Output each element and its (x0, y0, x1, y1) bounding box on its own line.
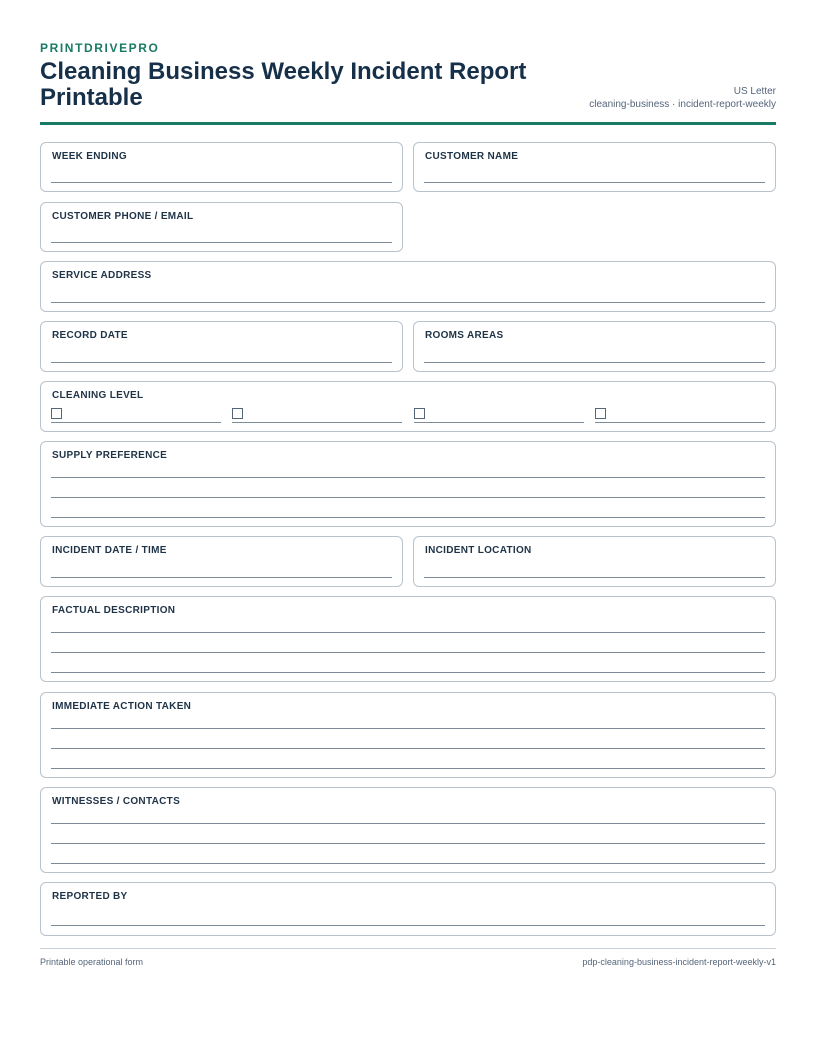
witnesses-line[interactable] (51, 843, 765, 844)
cleaning-level-field (40, 381, 776, 432)
witnesses-line[interactable] (51, 863, 765, 864)
checkbox-icon[interactable] (595, 408, 606, 419)
page-title: Cleaning Business Weekly Incident Report Printable (40, 58, 527, 111)
record-date-line[interactable] (51, 362, 392, 363)
rooms-areas-label: ROOMS AREAS (425, 330, 504, 341)
immediate-action-line[interactable] (51, 728, 765, 729)
witnesses-label: WITNESSES / CONTACTS (52, 796, 181, 807)
factual-description-line[interactable] (51, 672, 765, 673)
incident-location-line[interactable] (424, 577, 765, 578)
incident-datetime-field[interactable] (40, 536, 403, 587)
cleaning-level-option[interactable] (51, 408, 221, 423)
brand-name: PRINTDRIVEPRO (40, 41, 160, 55)
customer-name-line[interactable] (424, 182, 765, 183)
record-date-label: RECORD DATE (52, 330, 128, 341)
customer-name-field[interactable] (413, 142, 776, 192)
incident-datetime-label: INCIDENT DATE / TIME (52, 545, 167, 556)
cleaning-level-option[interactable] (595, 408, 765, 423)
incident-location-label: INCIDENT LOCATION (425, 545, 532, 556)
supply-preference-label: SUPPLY PREFERENCE (52, 450, 168, 461)
service-address-line[interactable] (51, 302, 765, 303)
record-date-field[interactable] (40, 321, 403, 372)
week-ending-field[interactable] (40, 142, 403, 192)
reported-by-label: REPORTED BY (52, 891, 128, 902)
customer-name-label: CUSTOMER NAME (425, 151, 519, 162)
supply-preference-field[interactable] (40, 441, 776, 527)
immediate-action-label: IMMEDIATE ACTION TAKEN (52, 701, 192, 712)
incident-datetime-line[interactable] (51, 577, 392, 578)
footer-note: Printable operational form (40, 957, 144, 967)
footer-rule (40, 948, 776, 949)
supply-preference-line[interactable] (51, 497, 765, 498)
customer-contact-field[interactable] (40, 202, 403, 252)
supply-preference-line[interactable] (51, 517, 765, 518)
factual-description-field[interactable] (40, 596, 776, 682)
service-address-field[interactable] (40, 261, 776, 312)
rooms-areas-line[interactable] (424, 362, 765, 363)
document-slug: cleaning-business · incident-report-weekly (589, 99, 776, 110)
factual-description-label: FACTUAL DESCRIPTION (52, 605, 176, 616)
cleaning-level-option[interactable] (414, 408, 584, 423)
customer-contact-line[interactable] (51, 242, 392, 243)
service-address-label: SERVICE ADDRESS (52, 270, 152, 281)
witnesses-line[interactable] (51, 823, 765, 824)
reported-by-field[interactable] (40, 882, 776, 936)
factual-description-line[interactable] (51, 632, 765, 633)
checkbox-icon[interactable] (232, 408, 243, 419)
cleaning-level-option[interactable] (232, 408, 402, 423)
cleaning-level-label: CLEANING LEVEL (52, 390, 144, 401)
week-ending-label: WEEK ENDING (52, 151, 127, 162)
rooms-areas-field[interactable] (413, 321, 776, 372)
form-id: pdp-cleaning-business-incident-report-weekly-v1 (582, 957, 776, 967)
immediate-action-line[interactable] (51, 748, 765, 749)
week-ending-line[interactable] (51, 182, 392, 183)
checkbox-icon[interactable] (414, 408, 425, 419)
document-meta (589, 85, 776, 111)
customer-contact-label: CUSTOMER PHONE / EMAIL (52, 211, 194, 222)
checkbox-icon[interactable] (51, 408, 62, 419)
reported-by-line[interactable] (51, 925, 765, 926)
incident-location-field[interactable] (413, 536, 776, 587)
immediate-action-line[interactable] (51, 768, 765, 769)
witnesses-field[interactable] (40, 787, 776, 873)
paper-size: US Letter (733, 86, 776, 97)
immediate-action-field[interactable] (40, 692, 776, 778)
header-rule (40, 122, 776, 125)
supply-preference-line[interactable] (51, 477, 765, 478)
factual-description-line[interactable] (51, 652, 765, 653)
